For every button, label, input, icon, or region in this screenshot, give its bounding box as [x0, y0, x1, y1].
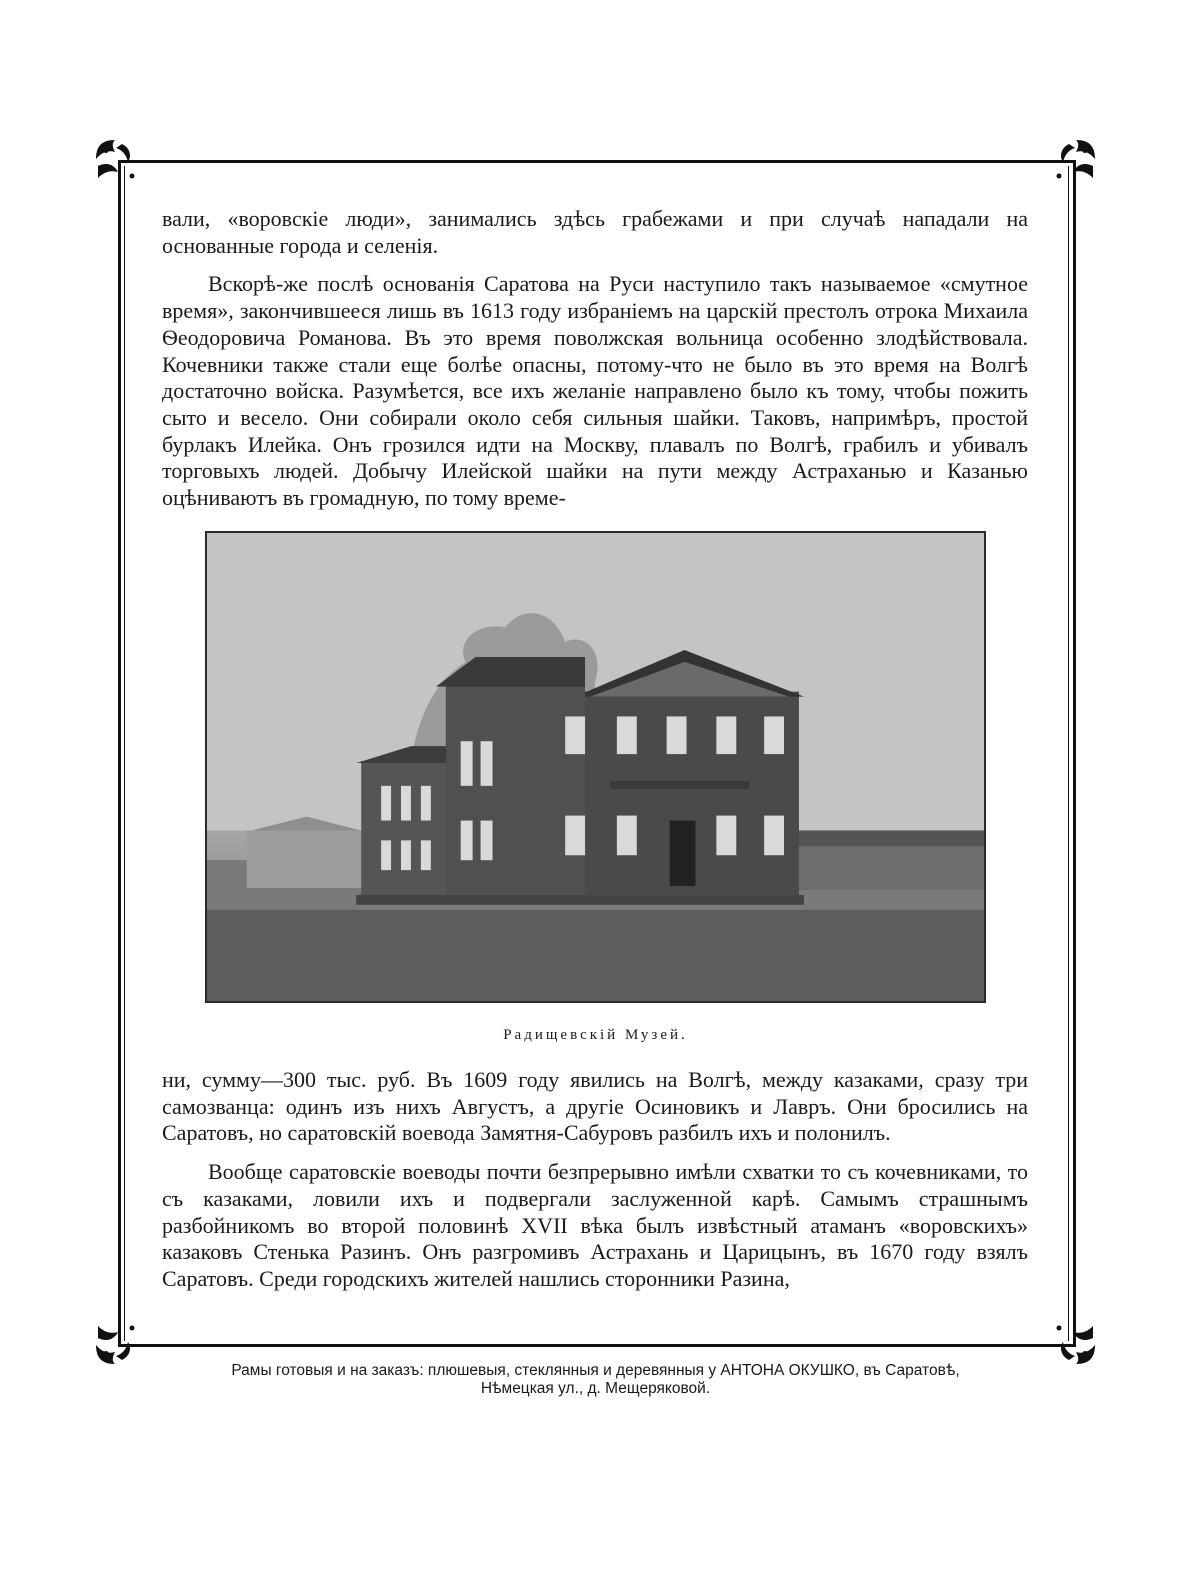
paragraph-1609: ни, сумму—300 тыс. руб. Въ 1609 году явились на Волгѣ, между казаками, сразу три самозванца: одинъ изъ нихъ Августъ, а другіе Осиновикъ и Лавръ. Они бросились на Саратовъ, но саратовскій воевода Замятня-Сабуровъ разбилъ ихъ и полонилъ. [162, 1067, 1028, 1146]
upper-text-block [162, 206, 1028, 512]
corner-flourish-icon [1053, 1322, 1099, 1368]
paragraph-razin: Вообще саратовскіе воеводы почти безпрерывно имѣли схватки то съ кочевниками, то съ казаками, ловили ихъ и подвергали заслуженной карѣ. Самымъ страшнымъ разбойникомъ во второй половинѣ XVII вѣка былъ извѣстный атаманъ «воровскихъ» казаковъ Стенька Разинъ. Онъ разгромивъ Астрахань и Царицынъ, въ 1670 году взялъ Саратовъ. Среди городскихъ жителей нашлись сторонники Разина, [162, 1159, 1028, 1291]
photo-caption: Радищевскій Музей. [503, 1027, 688, 1043]
frame-left-line [118, 160, 121, 1347]
museum-photograph [205, 531, 986, 1003]
advertisement-line-1: Рамы готовыя и на заказъ: плюшевыя, стеклянныя и деревянныя у АНТОНА ОКУШКО, въ Саратовѣ, [231, 1362, 960, 1379]
frame-top-line [118, 160, 1076, 163]
paragraph-smuta: Вскорѣ-же послѣ основанія Саратова на Руси наступило такъ называемое «смутное время», закончившееся лишь въ 1613 году избраніемъ на царскій престолъ отрока Михаила Ѳеодоровича Романова. Въ это время поволжская вольница особенно злодѣйствовала. Кочевники также стали еще болѣе опасны, потому-что не было въ это время на Волгѣ достаточно войска. Разумѣется, все ихъ желаніе направлено было къ тому, чтобы пожить сыто и весело. Они собирали около себя сильныя шайки. Таковъ, напримѣръ, простой бурлакъ Илейка. Онъ грозился идти на Москву, плавалъ по Волгѣ, грабилъ и убивалъ торговыхъ людей. Добычу Илейской шайки на пути между Астраханью и Казанью оцѣниваютъ въ громадную, по тому време- [162, 271, 1028, 511]
corner-flourish-icon [92, 136, 138, 182]
paragraph-continuation: вали, «воровскіе люди», занимались здѣсь грабежами и при случаѣ нападали на основанные города и селенія. [162, 206, 1028, 258]
frame-right-line [1073, 160, 1076, 1347]
frame-left-inner-line [124, 166, 125, 1341]
advertisement-line-2: Нѣмецкая ул., д. Мещеряковой. [480, 1380, 711, 1397]
corner-flourish-icon [92, 1322, 138, 1368]
corner-flourish-icon [1053, 136, 1099, 182]
lower-text-block [162, 1067, 1028, 1293]
frame-bottom-line [118, 1344, 1076, 1347]
frame-right-inner-line [1068, 166, 1069, 1341]
advertisement-footer [150, 1362, 1041, 1398]
